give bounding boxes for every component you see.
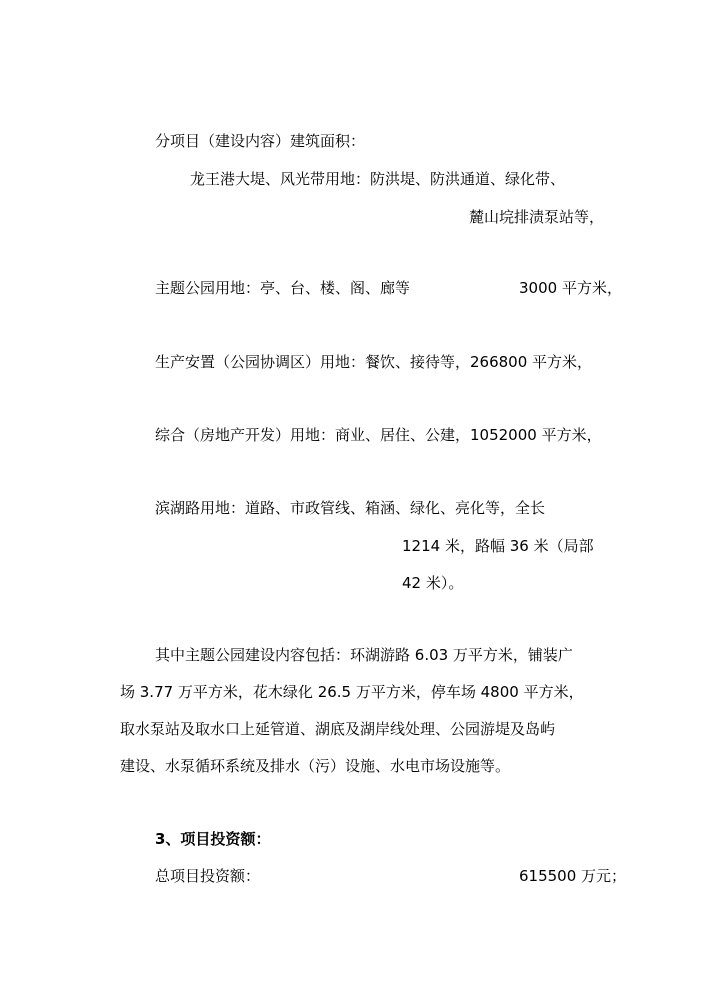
binhu-line-1: 滨湖路用地：道路、市政管线、箱涵、绿化、亮化等，全长 — [155, 499, 546, 517]
longwang-line-1: 龙王港大堤、风光带用地：防洪堤、防洪通道、绿化带、 — [190, 170, 566, 188]
production-line: 生产安置（公园协调区）用地：餐饮、接待等，266800 平方米， — [155, 353, 593, 371]
comprehensive-line: 综合（房地产开发）用地：商业、居住、公建，1052000 平方米， — [155, 426, 602, 444]
investment-total-label: 总项目投资额： — [155, 867, 261, 885]
park-paragraph-line-2: 场 3.77 万平方米，花木绿化 26.5 万平方米，停车场 4800 平方米， — [120, 683, 584, 701]
binhu-line-3: 42 米）。 — [402, 574, 464, 592]
longwang-line-2: 麓山垸排渍泵站等， — [469, 208, 605, 226]
theme-park-label: 主题公园用地：亭、台、楼、阁、廊等 — [155, 279, 411, 297]
park-paragraph-line-4: 建设、水泵循环系统及排水（污）设施、水电市场设施等。 — [120, 757, 511, 775]
binhu-line-2: 1214 米，路幅 36 米（局部 — [402, 537, 594, 555]
park-paragraph-line-3: 取水泵站及取水口上延管道、湖底及湖岸线处理、公园游堤及岛屿 — [120, 720, 556, 738]
park-paragraph-line-1: 其中主题公园建设内容包括：环湖游路 6.03 万平方米，铺装广 — [155, 646, 573, 664]
investment-heading: 3、项目投资额： — [155, 830, 271, 848]
section-heading: 分项目（建设内容）建筑面积： — [155, 132, 366, 150]
investment-total-value: 615500 万元； — [519, 867, 627, 885]
theme-park-value: 3000 平方米， — [519, 279, 622, 297]
